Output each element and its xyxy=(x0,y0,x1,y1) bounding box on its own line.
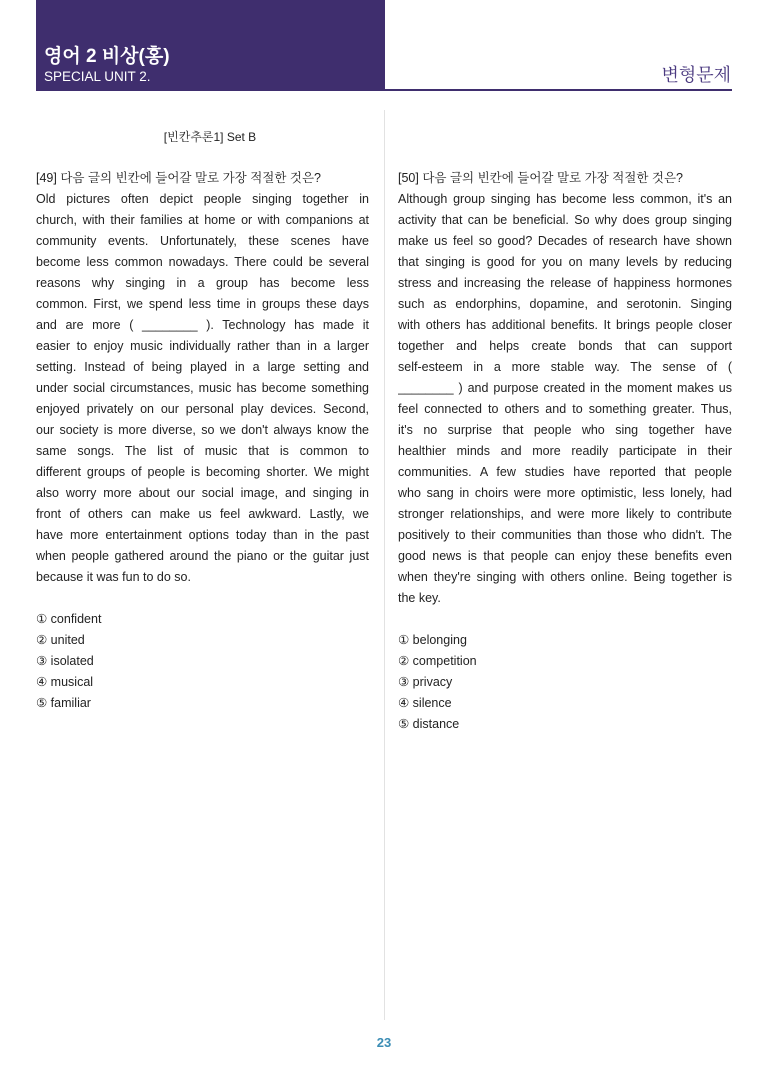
answer-option: ① belonging xyxy=(398,633,467,647)
answer-option: ② competition xyxy=(398,654,477,668)
passage-line: make us feel so good? Decades of research have shown xyxy=(398,234,732,248)
passage-line: when they're singing with others online. Being together is xyxy=(398,570,732,584)
subject-title: 영어 2 비상(홍) xyxy=(44,46,170,67)
question-49 xyxy=(36,168,369,714)
passage-line: have more entertainment options today than in the past xyxy=(36,528,369,542)
passage-line: Although group singing has become less common, it's an xyxy=(398,192,732,206)
passage-line: such as endorphins, dopamine, and serotonin. Singing xyxy=(398,297,732,311)
passage-line: self-esteem in a more stable way. The sense of ( xyxy=(398,360,732,374)
passage-line: communities. A few studies have reported that people xyxy=(398,465,732,479)
passage-line: activity that can be beneficial. So why does group singing xyxy=(398,213,732,227)
answer-option: ⑤ distance xyxy=(398,717,460,731)
answer-options xyxy=(36,609,369,714)
passage-line: also worry more about our social image, and singing in xyxy=(36,486,369,500)
passage-line: together and helps create bonds that can support xyxy=(398,339,732,353)
answer-options xyxy=(398,630,732,735)
passage-line: same songs. The list of music that is common to xyxy=(36,444,369,458)
passage-line: because it was fun to do so. xyxy=(36,570,191,584)
passage-line: who sang in choirs were more optimistic, less lonely, had xyxy=(398,486,732,500)
passage-line: common. First, we spend less time in groups these days xyxy=(36,297,369,311)
passage-line: our society is more diverse, so we don't always know the xyxy=(36,423,369,437)
passage-line: positively to their communities than those who didn't. The xyxy=(398,528,732,542)
passage xyxy=(398,189,732,609)
header-box xyxy=(36,0,385,90)
answer-option: ⑤ familiar xyxy=(36,696,91,710)
answer-option: ④ musical xyxy=(36,675,94,689)
passage-line: church, with their families at home or with companions at xyxy=(36,213,369,227)
passage-line: the key. xyxy=(398,591,441,605)
passage-line: good news is that people can enjoy these benefits even xyxy=(398,549,732,563)
passage-line: it's no surprise that people who sing together have xyxy=(398,423,732,437)
column-divider xyxy=(384,110,385,1020)
passage-line: when people gathered around the piano or the guitar just xyxy=(36,549,369,563)
passage-line: and are more ( ________ ). Technology has made it xyxy=(36,318,369,332)
passage-line: Old pictures often depict people singing together in xyxy=(36,192,369,206)
passage-line: community events. Unfortunately, these scenes have xyxy=(36,234,369,248)
answer-option: ③ privacy xyxy=(398,675,453,689)
passage-line: healthier minds and more readily participate in their xyxy=(398,444,732,458)
passage-line: different groups of people is becoming shorter. We might xyxy=(36,465,369,479)
passage-line: stress and increasing the release of happiness hormones xyxy=(398,276,732,290)
question-prompt: [50] 다음 글의 빈칸에 들어갈 말로 가장 적절한 것은? xyxy=(398,171,684,185)
passage-line: easier to enjoy music individually rather than in a larger xyxy=(36,339,369,353)
doc-type-label: 변형문제 xyxy=(661,65,731,85)
set-title: [빈칸추론1] Set B xyxy=(163,130,257,144)
passage-line: become less common nowadays. There could be several xyxy=(36,255,369,269)
answer-option: ③ isolated xyxy=(36,654,94,668)
passage-line: with others has additional benefits. It brings people closer xyxy=(398,318,732,332)
answer-option: ④ silence xyxy=(398,696,452,710)
passage-line: stronger relationships, and were more likely to contribute xyxy=(398,507,732,521)
header-rule xyxy=(36,89,732,91)
passage xyxy=(36,189,369,588)
passage-line: feel connected to others and to something greater. Thus, xyxy=(398,402,732,416)
passage-line: reasons why singing in a group has become less xyxy=(36,276,369,290)
page-number: 23 xyxy=(376,1035,392,1050)
question-prompt: [49] 다음 글의 빈칸에 들어갈 말로 가장 적절한 것은? xyxy=(36,171,322,185)
passage-line: ________ ) and purpose created in the moment makes us xyxy=(398,381,732,395)
passage-line: under social circumstances, music has become something xyxy=(36,381,369,395)
passage-line: enjoyed privately on our personal play devices. Second, xyxy=(36,402,369,416)
passage-line: that singing is good for you on many levels by reducing xyxy=(398,255,732,269)
unit-subtitle: SPECIAL UNIT 2. xyxy=(44,69,151,84)
answer-option: ① confident xyxy=(36,612,102,626)
answer-option: ② united xyxy=(36,633,85,647)
passage-line: setting. Instead of being played in a large setting and xyxy=(36,360,369,374)
question-50 xyxy=(398,168,732,735)
passage-line: front of others can make us feel awkward. Lastly, we xyxy=(36,507,369,521)
